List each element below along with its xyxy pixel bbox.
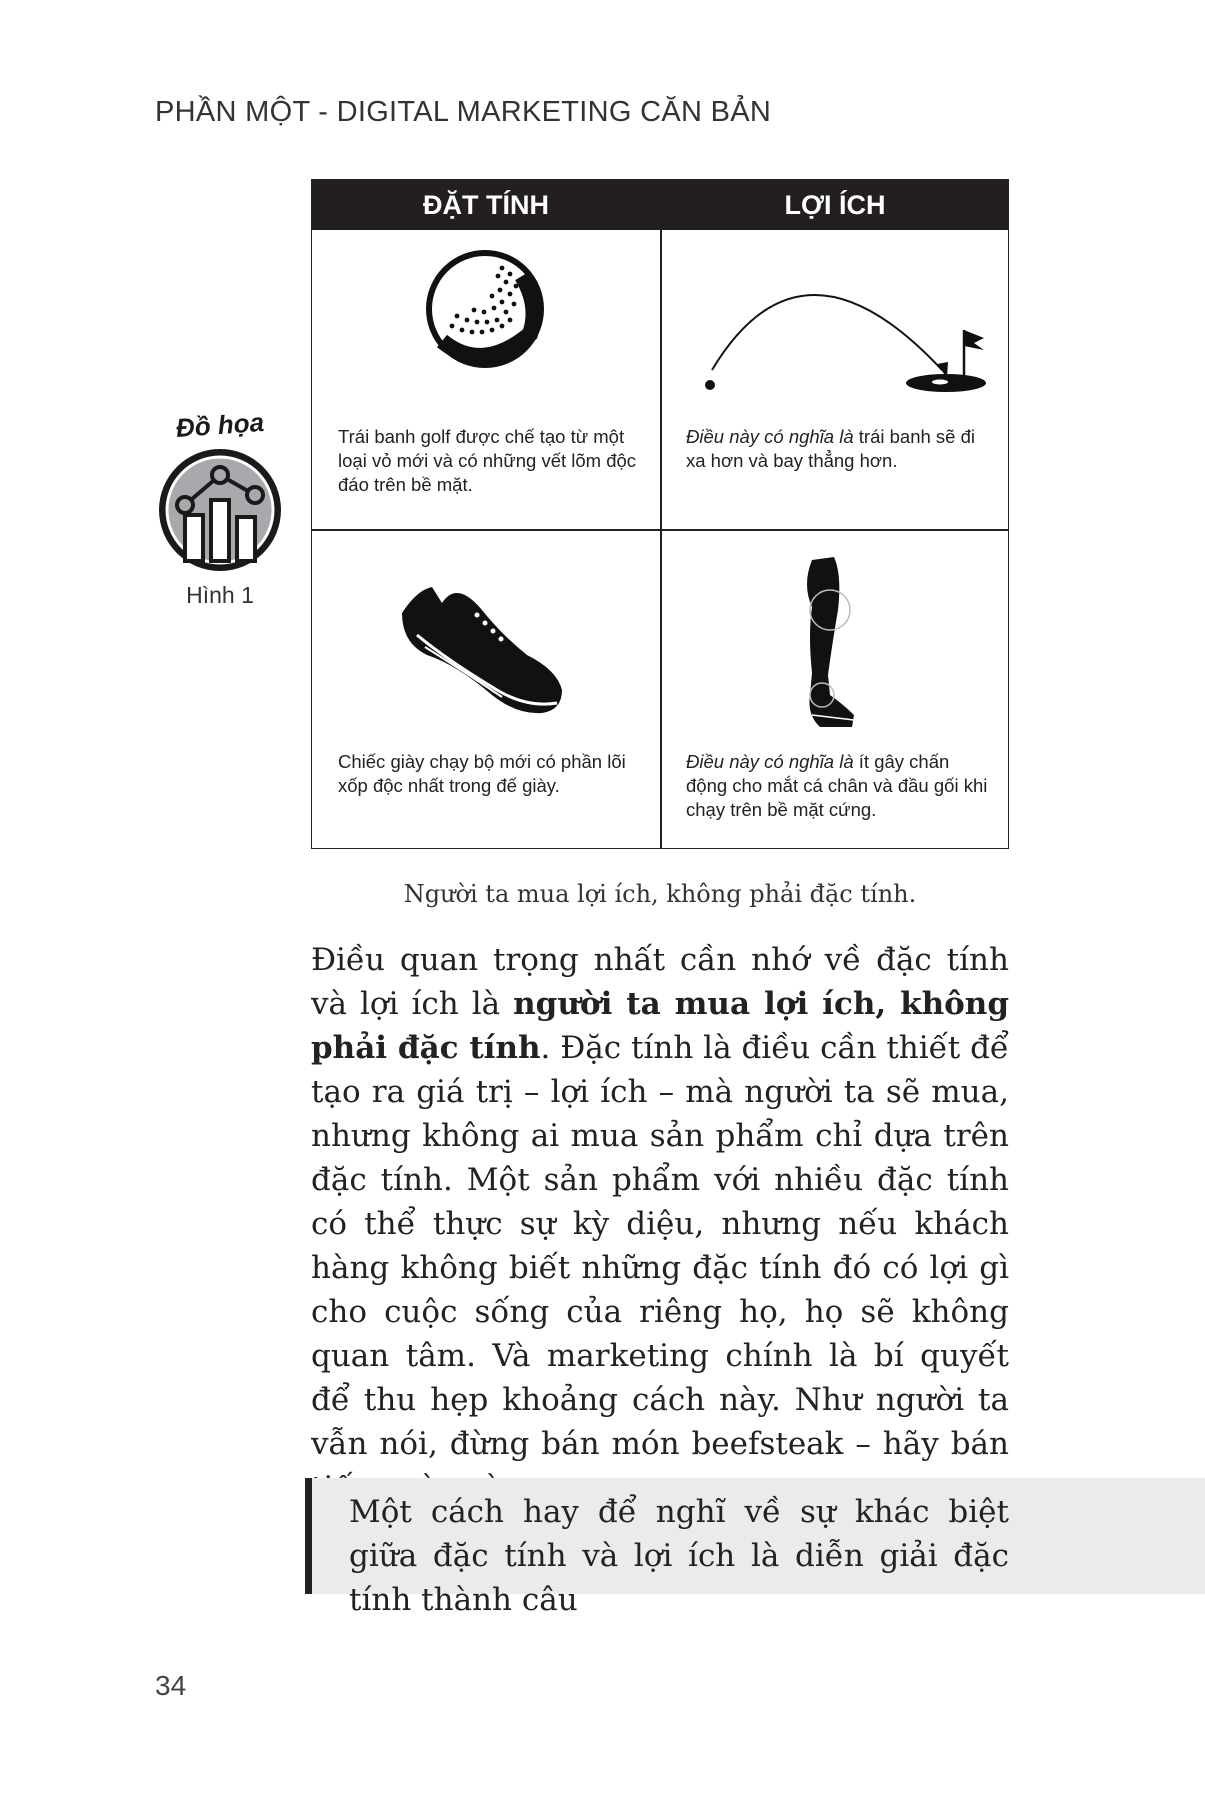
paragraph-bold: người ta mua lợi ích, không phải đặc tính — [311, 986, 1010, 1066]
chart-icon — [155, 445, 285, 575]
callout-box — [305, 1478, 1205, 1618]
benefit-prefix-1: Điều này có nghĩa là — [686, 426, 854, 447]
paragraph-part-1: Điều quan trọng nhất cần nhớ về đặc tính và lợi ích là — [311, 942, 1009, 1022]
page-number: 34 — [155, 1670, 187, 1701]
figure-label: Hình 1 — [186, 582, 254, 608]
body-paragraph — [311, 938, 1009, 1510]
leg-joints-icon — [782, 555, 892, 735]
column-header-features: ĐẶT TÍNH — [312, 180, 660, 230]
column-divider — [660, 180, 662, 848]
graphic-badge — [140, 406, 300, 575]
callout-bar — [305, 1478, 312, 1594]
figure-caption: Người ta mua lợi ích, không phải đặc tính. — [403, 880, 917, 908]
badge-title: Đồ họa — [174, 406, 265, 444]
benefit-text-1 — [686, 425, 991, 473]
benefit-text-2 — [686, 750, 991, 822]
benefit-rest-1: trái banh sẽ đi xa hơn và bay thẳng hơn. — [686, 426, 975, 471]
callout-text: Một cách hay để nghĩ về sự khác biệt giữa đặc tính và lợi ích là diễn giải đặc tính thành câu — [349, 1494, 1009, 1618]
golf-trajectory-icon — [682, 260, 992, 410]
running-shoe-icon — [397, 565, 567, 725]
row-divider — [312, 529, 1008, 531]
golf-ball-icon — [422, 246, 552, 376]
feature-text-2: Chiếc giày chạy bộ mới có phần lõi xốp độc nhất trong đế giày. — [338, 751, 626, 796]
feature-text-1: Trái banh golf được chế tạo từ một loại vỏ mới và có những vết lõm độc đáo trên bề mặt. — [338, 426, 637, 495]
running-header: PHẦN MỘT - DIGITAL MARKETING CĂN BẢN — [155, 96, 772, 128]
column-header-benefits: LỢI ÍCH — [662, 180, 1008, 230]
benefit-rest-2: ít gây chấn động cho mắt cá chân và đầu gối khi chạy trên bề mặt cứng. — [686, 751, 988, 820]
paragraph-part-2: . Đặc tính là điều cần thiết để tạo ra giá trị – lợi ích – mà người ta sẽ mua, nhưng không ai mua sản phẩm chỉ dựa trên đặc tính. Một sản phẩm với nhiều đặc tính có thể thực sự kỳ diệu, nhưng nếu khách hàng không biết những đặc tính đó có lợi gì cho cuộc sống của riêng họ, họ sẽ không quan tâm. Và marketing chính là bí quyết để thu hẹp khoảng cách này. Như người ta vẫn nói, đừng bán món beefsteak – hãy bán — [311, 1030, 1009, 1462]
benefit-prefix-2: Điều này có nghĩa là — [686, 751, 854, 772]
features-benefits-table — [311, 179, 1009, 849]
